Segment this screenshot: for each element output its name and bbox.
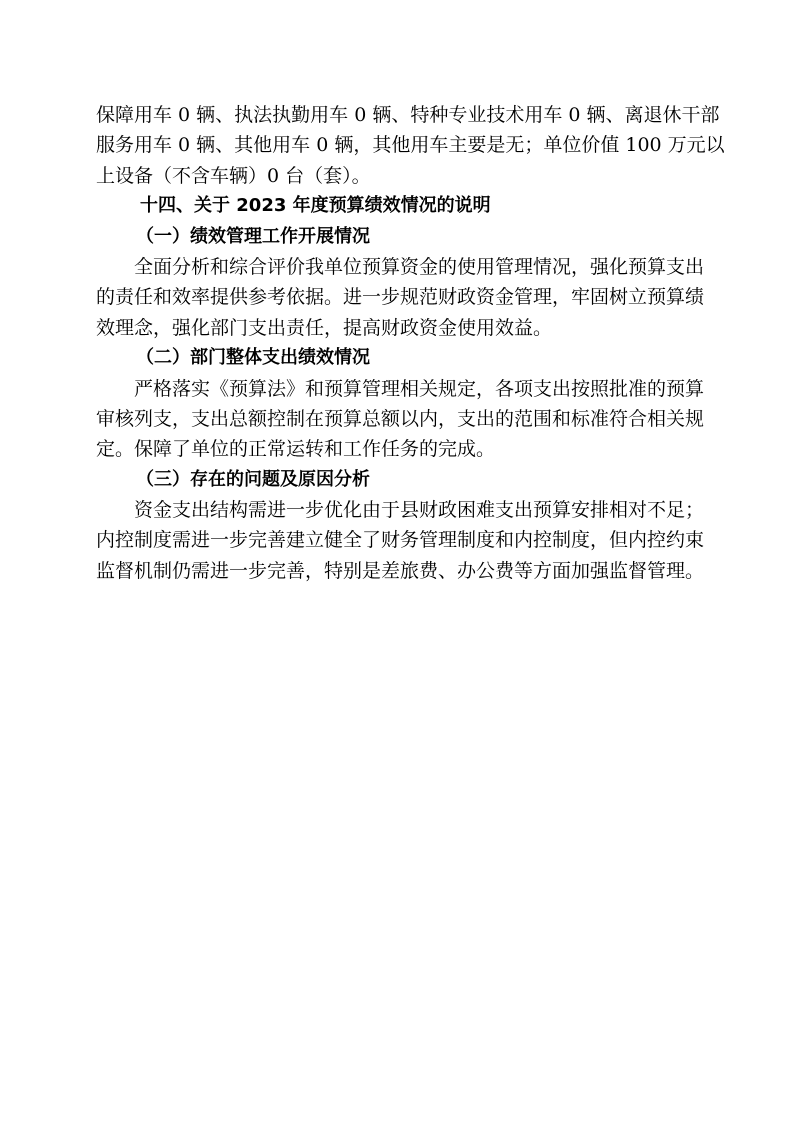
text-line: 审核列支，支出总额控制在预算总额以内，支出的范围和标准符合相关规 [96,407,705,430]
paragraph-performance-management [96,252,705,343]
subsection-heading-1: （一）绩效管理工作开展情况 [136,225,370,247]
paragraph-problems-analysis [96,495,705,586]
text-line: 内控制度需进一步完善建立健全了财务管理制度和内控制度，但内控约束 [96,529,705,552]
text-line: 定。保障了单位的正常运转和工作任务的完成。 [96,438,496,461]
subsection-heading-2: （二）部门整体支出绩效情况 [136,347,370,369]
section-heading: 十四、关于 2023 年度预算绩效情况的说明 [140,195,491,217]
text-line: 严格落实《预算法》和预算管理相关规定，各项支出按照批准的预算 [134,377,705,400]
text-line: 全面分析和综合评价我单位预算资金的使用管理情况，强化预算支出 [134,255,705,278]
paragraph-overall-expenditure [96,374,705,465]
document-page [96,100,725,586]
text-line: 的责任和效率提供参考依据。进一步规范财政资金管理，牢固树立预算绩 [96,286,705,309]
text-line: 效理念，强化部门支出责任，提高财政资金使用效益。 [96,316,553,339]
text-line: 监督机制仍需进一步完善，特别是差旅费、办公费等方面加强监督管理。 [96,559,705,582]
text-line: 保障用车 0 辆、执法执勤用车 0 辆、特种专业技术用车 0 辆、离退休干部 [96,104,720,126]
subsection-heading-3: （三）存在的问题及原因分析 [136,468,370,490]
text-line: 上设备（不含车辆）0 台（套）。 [96,164,371,187]
text-line: 服务用车 0 辆、其他用车 0 辆，其他用车主要是无；单位价值 100 万元以 [96,134,725,157]
intro-paragraph [96,100,725,191]
text-line: 资金支出结构需进一步优化由于县财政困难支出预算安排相对不足； [134,499,705,522]
